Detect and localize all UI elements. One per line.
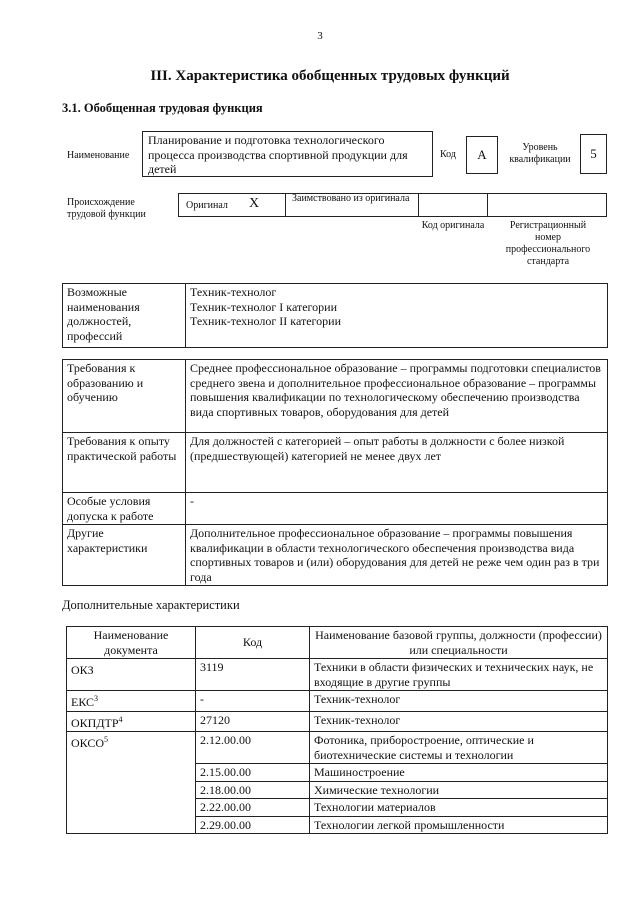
code-cell: - <box>196 691 310 712</box>
code-cell: 2.22.00.00 <box>196 799 310 817</box>
doc-cell: ОКСО$^5$ <box>67 732 196 834</box>
subsection-title: 3.1. Обобщенная трудовая функция <box>62 101 263 115</box>
code-label: Код <box>440 149 456 160</box>
page-number: 3 <box>317 30 323 42</box>
name-cell: Технологии легкой промышленности <box>310 816 608 834</box>
position-item: Техник-технолог <box>190 285 277 299</box>
doc-cell: ОКЗ <box>67 659 196 691</box>
name-cell: Химические технологии <box>310 781 608 799</box>
req-education-value: Среднее профессиональное образование – программы подготовки специалистов среднего звена и дополнительное профессиональное образование – программы повышения квалификации по технологическому обеспечению производства вида спортивных товаров, оборудования для детей <box>186 360 608 433</box>
original-label: Оригинал <box>186 200 228 211</box>
name-cell: Машиностроение <box>310 764 608 782</box>
code-cell: 2.12.00.00 <box>196 732 310 764</box>
name-cell: Технологии материалов <box>310 799 608 817</box>
req-special-value: - <box>186 493 608 525</box>
position-item: Техник-технолог II категории <box>190 314 341 328</box>
additional-title: Дополнительные характеристики <box>62 598 240 612</box>
position-item: Техник-технолог I категории <box>190 299 337 314</box>
code-value: А <box>477 147 487 162</box>
req-education-label: Требования к образованию и обучению <box>63 360 186 433</box>
reg-number-cell <box>487 193 607 217</box>
additional-table <box>66 626 608 834</box>
name-label: Наименование <box>67 150 130 161</box>
function-name-box <box>142 131 433 177</box>
borrowed-label: Заимствовано из оригинала <box>292 193 410 204</box>
name-cell: Техник-технолог <box>310 691 608 712</box>
code-cell: 27120 <box>196 711 310 732</box>
original-mark: X <box>249 196 260 211</box>
reg-number-caption: Регистрационный номер профессионального стандарта <box>505 220 591 267</box>
col-header-code: Код <box>196 627 310 659</box>
name-cell: Техник-технолог <box>310 711 608 732</box>
positions-label: Возможные наименования должностей, профессий <box>63 284 186 348</box>
req-other-value: Дополнительное профессиональное образование – программы повышения квалификации в области технологического обеспечения производства вида спортивных товаров и (или) оборудования для детей не реже чем один раз в три года <box>186 525 608 586</box>
code-value-box <box>466 136 498 174</box>
requirements-table <box>62 359 608 586</box>
code-cell: 2.29.00.00 <box>196 816 310 834</box>
positions-table <box>62 283 608 348</box>
code-cell: 3119 <box>196 659 310 691</box>
level-value: 5 <box>590 146 597 161</box>
req-experience-label: Требования к опыту практической работы <box>63 433 186 493</box>
col-header-name: Наименование базовой группы, должности (профессии) или специальности <box>310 627 608 659</box>
function-name-value: Планирование и подготовка технологического процесса производства спортивной продукции для детей <box>148 133 408 176</box>
code-original-cell <box>418 193 488 217</box>
doc-cell: ОКПДТР$^4$ <box>67 711 196 732</box>
positions-values <box>186 284 608 348</box>
name-cell: Фотоника, приборостроение, оптические и биотехнические системы и технологии <box>310 732 608 764</box>
req-other-label: Другие характеристики <box>63 525 186 586</box>
doc-cell: ЕКС$^3$ <box>67 691 196 712</box>
code-original-caption: Код оригинала <box>421 220 485 231</box>
req-special-label: Особые условия допуска к работе <box>63 493 186 525</box>
name-cell: Техники в области физических и технических наук, не входящие в другие группы <box>310 659 608 691</box>
col-header-document: Наименование документа <box>67 627 196 659</box>
code-cell: 2.15.00.00 <box>196 764 310 782</box>
section-title: III. Характеристика обобщенных трудовых функций <box>150 68 510 84</box>
req-experience-value: Для должностей с категорией – опыт работы в должности с более низкой (предшествующей) категорией не менее двух лет <box>186 433 608 493</box>
level-label: Уровень квалификации <box>509 142 571 165</box>
origin-label: Происхождение трудовой функции <box>67 197 146 220</box>
level-value-box <box>580 134 607 174</box>
code-cell: 2.18.00.00 <box>196 781 310 799</box>
